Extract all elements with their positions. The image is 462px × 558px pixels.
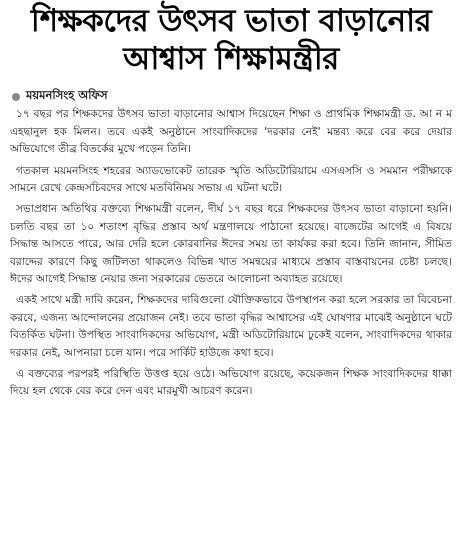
headline-line-2: আশ্বাস শিক্ষামন্ত্রীর [123, 40, 339, 77]
bullet-icon [12, 93, 20, 101]
paragraph-5: এ বক্তব্যের পরপরই পরিস্থিতি উত্তপ্ত হয়ে ওঠে। অভিযোগ রয়েছে, কয়েকজন শিক্ষক সাংবাদিকদের ধাক্কা দিয়ে হল থেকে বের করে দেন এবং মারমুখী আচরণ করেন। [10, 367, 452, 398]
article-body [10, 106, 452, 401]
paragraph-3: সভাপ্রধান অতিথির বক্তব্যে শিক্ষামন্ত্রী বলেন, দীর্ঘ ১৭ বছর ধরে শিক্ষকদের উৎসব ভাতা বাড়ানো হয়নি। চলতি বছর তা ১০ শতাংশ বৃদ্ধির প্রস্তাব অর্থ মন্ত্রণালয়ে পাঠানো হয়েছে। বাজেটের আগেই এ বিষয়ে সিদ্ধান্ত আসতে পারে, আর দেরি হলে কোরবানির ঈদের সময় তা কার্যকর করা হবে। তিনি জানান, সীমিত বরাদ্দের কারণে কিছু জটিলতা থাকলেও বিভিন্ন খাত সমন্বয়ের মাধ্যমে প্রস্তাব বাস্তবায়নের চেষ্টা চলছে। ঈদের আগেই সিদ্ধান্ত নেয়ার জন্য সরকারের ভেতরে আলোচনা অব্যাহত রয়েছে। [10, 203, 452, 285]
headline [10, 4, 452, 77]
paragraph-4: একই সাথে মন্ত্রী দাবি করেন, শিক্ষকদের দাবিগুলো যৌক্তিকভাবে উপস্থাপন করা হলে সরকার তা বিবেচনা করবে, এজন্য আন্দোলনের প্রয়োজন নেই। তবে ভাতা বৃদ্ধির আশ্বাসের এই ঘোষণার মাঝেই অনুষ্ঠানে ঘটে বিতর্কিত ঘটনা। উপস্থিত সাংবাদিকদের অভিযোগ, মন্ত্রী অডিটোরিয়ামে ঢুকেই বলেন, সাংবাদিকদের থাকার দরকার নেই, আপনারা চলে যান। পরে সার্কিট হাউজে কথা হবে। [10, 294, 452, 359]
paragraph-1: ১৭ বছর পর শিক্ষকদের উৎসব ভাতা বাড়ানোর আশ্বাস দিয়েছেন শিক্ষা ও প্রাথমিক শিক্ষামন্ত্রী ড. আ ন ম এহছানুল হক মিলন। তবে একই অনুষ্ঠানে সাংবাদিকদের 'দরকার নেই' মন্তব্য করে বের করে দেয়ার অভিযোগে তীব্র বিতর্কের মুখে পড়েন তিনি। [10, 108, 452, 156]
paragraph-2: গতকাল ময়মনসিংহ শহরের অ্যাডভোকেট তারেক স্মৃতি অডিটোরিয়ামে এসএসসি ও সমমান পরীক্ষাকে সামনে রেখে কেন্দ্রসচিবদের সাথে মতবিনিময় সভায় এ ঘটনা ঘটে। [10, 164, 452, 194]
dateline [10, 87, 452, 106]
dateline-text: ময়মনসিংহ অফিস [26, 88, 108, 103]
headline-line-1: শিক্ষকদের উৎসব ভাতা বাড়ানোর [30, 3, 432, 39]
